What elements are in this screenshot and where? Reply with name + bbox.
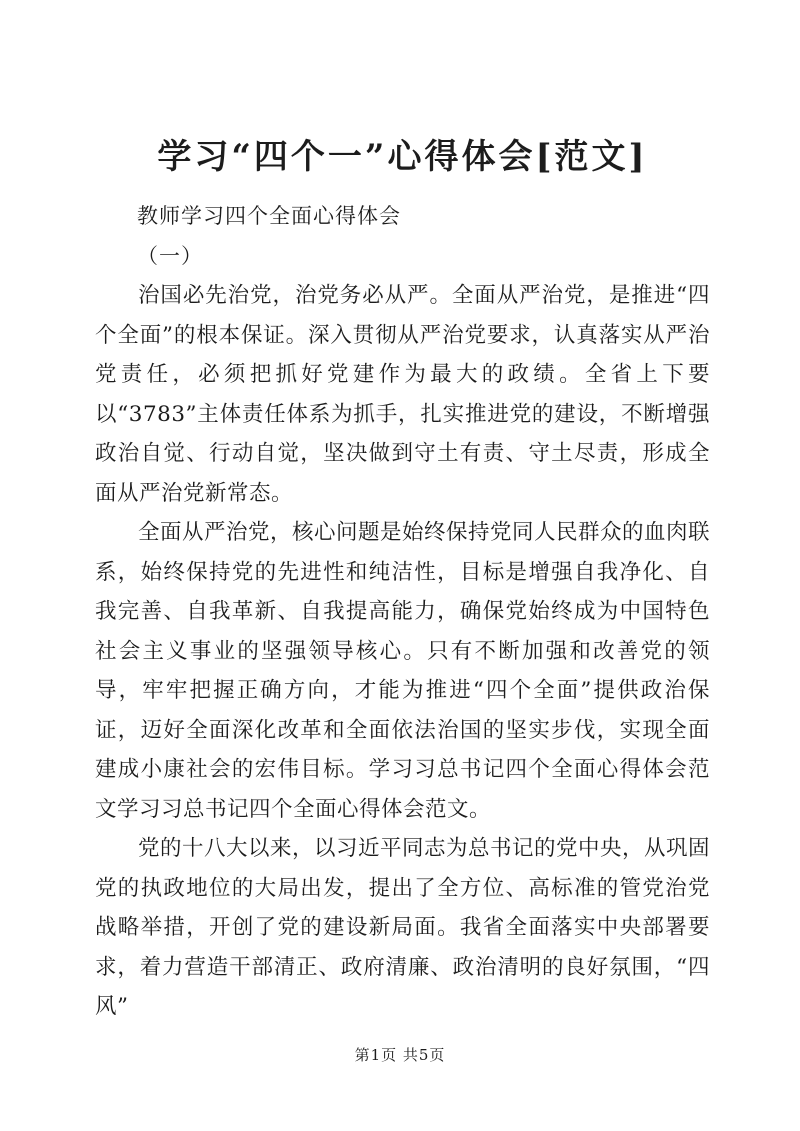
document-subtitle: 教师学习四个全面心得体会: [137, 204, 401, 228]
page-number-indicator: 第1页 共5页: [354, 1046, 446, 1064]
section-marker: （一）: [137, 244, 203, 268]
paragraph: 党的十八大以来，以习近平同志为总书记的党中央，从巩固党的执政地位的大局出发，提出了全方位、高标准的管党治党战略举措，开创了党的建设新局面。我省全面落实中央部署要求，着力营造干部清正、政府清廉、政治清明的良好氛围，“四风”: [95, 836, 711, 1019]
paragraph: 全面从严治党，核心问题是始终保持党同人民群众的血肉联系，始终保持党的先进性和纯洁性，目标是增强自我净化、自我完善、自我革新、自我提高能力，确保党始终成为中国特色社会主义事业的坚强领导核心。只有不断加强和改善党的领导，牢牢把握正确方向，才能为推进“四个全面”提供政治保证，迈好全面深化改革和全面依法治国的坚实步伐，实现全面建成小康社会的宏伟目标。学习习总书记四个全面心得体会范文学习习总书记四个全面心得体会范文。: [95, 520, 711, 822]
paragraph: 治国必先治党，治党务必从严。全面从严治党，是推进“四个全面”的根本保证。深入贯彻从严治党要求，认真落实从严治党责任，必须把抓好党建作为最大的政绩。全省上下要以“3783”主体责任体系为抓手，扎实推进党的建设，不断增强政治自觉、行动自觉，坚决做到守土有责、守土尽责，形成全面从严治党新常态。: [95, 283, 710, 506]
document-title: 学习“四个一”心得体会[范文]: [157, 137, 648, 177]
